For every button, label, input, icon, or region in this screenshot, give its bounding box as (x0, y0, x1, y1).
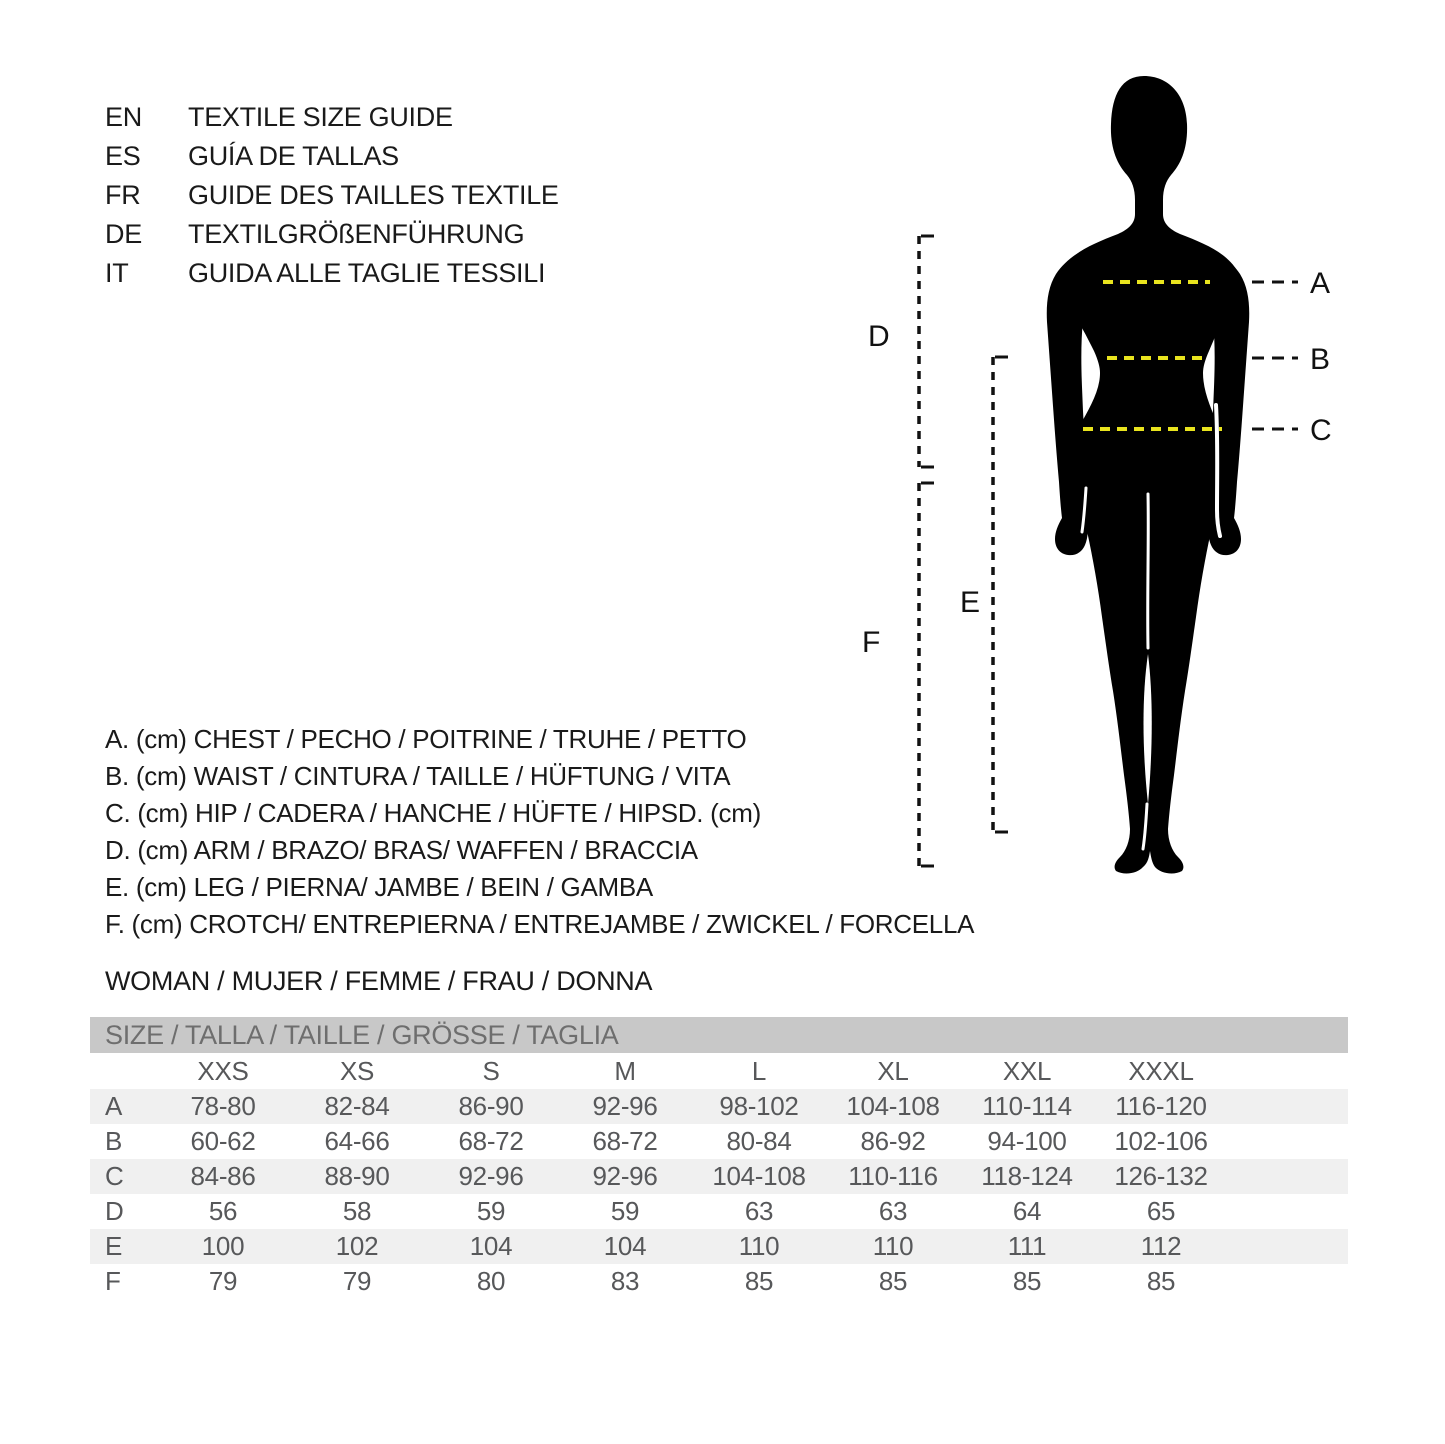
size-cell: 59 (476, 1196, 506, 1226)
size-cell: 80 (476, 1266, 506, 1296)
language-code: IT (105, 258, 129, 288)
row-label: B (105, 1126, 123, 1156)
size-column-header: XL (877, 1055, 909, 1086)
size-cell: 102 (335, 1231, 379, 1261)
size-cell: 126-132 (1114, 1161, 1208, 1191)
language-list (105, 98, 559, 293)
measurement-definition: B. (cm) WAIST / CINTURA / TAILLE / HÜFTUNG / VITA (105, 761, 731, 791)
size-cell: 65 (1146, 1196, 1176, 1226)
table-row (90, 1159, 1348, 1194)
language-title: GUIDA ALLE TAGLIE TESSILI (188, 258, 546, 288)
size-cell: 85 (878, 1266, 908, 1296)
figure-label-d: D (868, 320, 890, 353)
measurement-definition: D. (cm) ARM / BRAZO/ BRAS/ WAFFEN / BRACCIA (105, 835, 698, 865)
size-cell: 104 (469, 1231, 513, 1261)
language-row (105, 176, 559, 215)
size-cell: 112 (1140, 1231, 1182, 1261)
language-title: GUÍA DE TALLAS (188, 141, 399, 171)
figure-label-a: A (1310, 267, 1331, 300)
language-row (105, 98, 559, 137)
size-cell: 102-106 (1114, 1126, 1208, 1156)
measurement-definition: C. (cm) HIP / CADERA / HANCHE / HÜFTE / HIPSD. (cm) (105, 798, 761, 828)
size-cell: 59 (610, 1196, 640, 1226)
size-cell: 98-102 (719, 1091, 799, 1121)
size-cell: 92-96 (592, 1161, 658, 1191)
row-label: C (105, 1161, 124, 1191)
language-code: DE (105, 219, 142, 249)
size-cell: 92-96 (458, 1161, 524, 1191)
size-cell: 111 (1007, 1231, 1047, 1261)
size-cell: 94-100 (987, 1126, 1067, 1156)
language-title: TEXTILE SIZE GUIDE (188, 102, 453, 132)
size-cell: 104 (603, 1231, 647, 1261)
size-cell: 116-120 (1115, 1091, 1207, 1121)
size-cell: 110-116 (848, 1161, 938, 1191)
size-cell: 58 (342, 1196, 372, 1226)
figure-label-f: F (862, 626, 881, 659)
language-code: ES (105, 141, 141, 171)
size-cell: 85 (744, 1266, 774, 1296)
size-cell: 86-92 (860, 1126, 926, 1156)
table-row (90, 1264, 1348, 1299)
table-row (90, 1089, 1348, 1124)
measurement-list (105, 721, 974, 943)
size-column-header: XS (339, 1055, 375, 1086)
size-cell: 64-66 (324, 1126, 390, 1156)
size-cell: 110-114 (982, 1091, 1072, 1121)
language-code: FR (105, 180, 141, 210)
section-title-woman: WOMAN / MUJER / FEMME / FRAU / DONNA (105, 966, 653, 996)
size-cell: 104-108 (846, 1091, 940, 1121)
size-cell: 82-84 (324, 1091, 390, 1121)
row-label: D (105, 1196, 124, 1226)
size-cell: 79 (342, 1266, 372, 1296)
size-cell: 85 (1146, 1266, 1176, 1296)
size-cell: 83 (610, 1266, 640, 1296)
measurement-definition: A. (cm) CHEST / PECHO / POITRINE / TRUHE / PETTO (105, 724, 747, 754)
size-cell: 79 (208, 1266, 238, 1296)
size-cell: 110 (738, 1231, 780, 1261)
language-row (105, 215, 559, 254)
size-cell: 63 (744, 1196, 774, 1226)
size-column-header: XXL (1002, 1055, 1052, 1086)
size-cell: 85 (1012, 1266, 1042, 1296)
size-cell: 100 (201, 1231, 245, 1261)
table-row (90, 1229, 1348, 1264)
size-column-header: XXXL (1128, 1055, 1194, 1086)
size-cell: 88-90 (324, 1161, 390, 1191)
language-title: TEXTILGRÖßENFÜHRUNG (188, 219, 525, 249)
size-column-header: L (751, 1055, 767, 1086)
size-cell: 92-96 (592, 1091, 658, 1121)
row-label: F (105, 1266, 121, 1296)
size-cell: 63 (878, 1196, 908, 1226)
figure-label-c: C (1310, 414, 1332, 447)
size-column-header: S (482, 1055, 500, 1086)
language-row (105, 254, 559, 293)
size-table-header: SIZE / TALLA / TAILLE / GRÖSSE / TAGLIA (90, 1017, 1348, 1053)
size-cell: 68-72 (458, 1126, 524, 1156)
size-cell: 60-62 (190, 1126, 256, 1156)
table-row (90, 1194, 1348, 1229)
size-cell: 68-72 (592, 1126, 658, 1156)
size-cell: 80-84 (726, 1126, 792, 1156)
size-table (90, 1017, 1348, 1299)
size-cell: 86-90 (458, 1091, 524, 1121)
thigh-gap (1148, 494, 1149, 648)
figure-label-e: E (960, 586, 981, 619)
language-title: GUIDE DES TAILLES TEXTILE (188, 180, 559, 210)
size-cell: 78-80 (190, 1091, 256, 1121)
size-column-header: XXS (197, 1055, 249, 1086)
row-label: E (105, 1231, 123, 1261)
language-code: EN (105, 102, 142, 132)
size-cell: 104-108 (712, 1161, 806, 1191)
size-cell: 110 (872, 1231, 914, 1261)
table-row (90, 1124, 1348, 1159)
measurement-definition: F. (cm) CROTCH/ ENTREPIERNA / ENTREJAMBE / ZWICKEL / FORCELLA (105, 909, 975, 939)
size-cell: 64 (1012, 1196, 1042, 1226)
size-table-column-row (90, 1053, 1348, 1089)
figure-label-b: B (1310, 343, 1331, 376)
size-cell: 118-124 (981, 1161, 1073, 1191)
row-label: A (105, 1091, 123, 1121)
language-row (105, 137, 559, 176)
size-cell: 84-86 (190, 1161, 256, 1191)
size-column-header: M (614, 1055, 636, 1086)
measurement-definition: E. (cm) LEG / PIERNA/ JAMBE / BEIN / GAMBA (105, 872, 653, 902)
size-cell: 56 (208, 1196, 238, 1226)
